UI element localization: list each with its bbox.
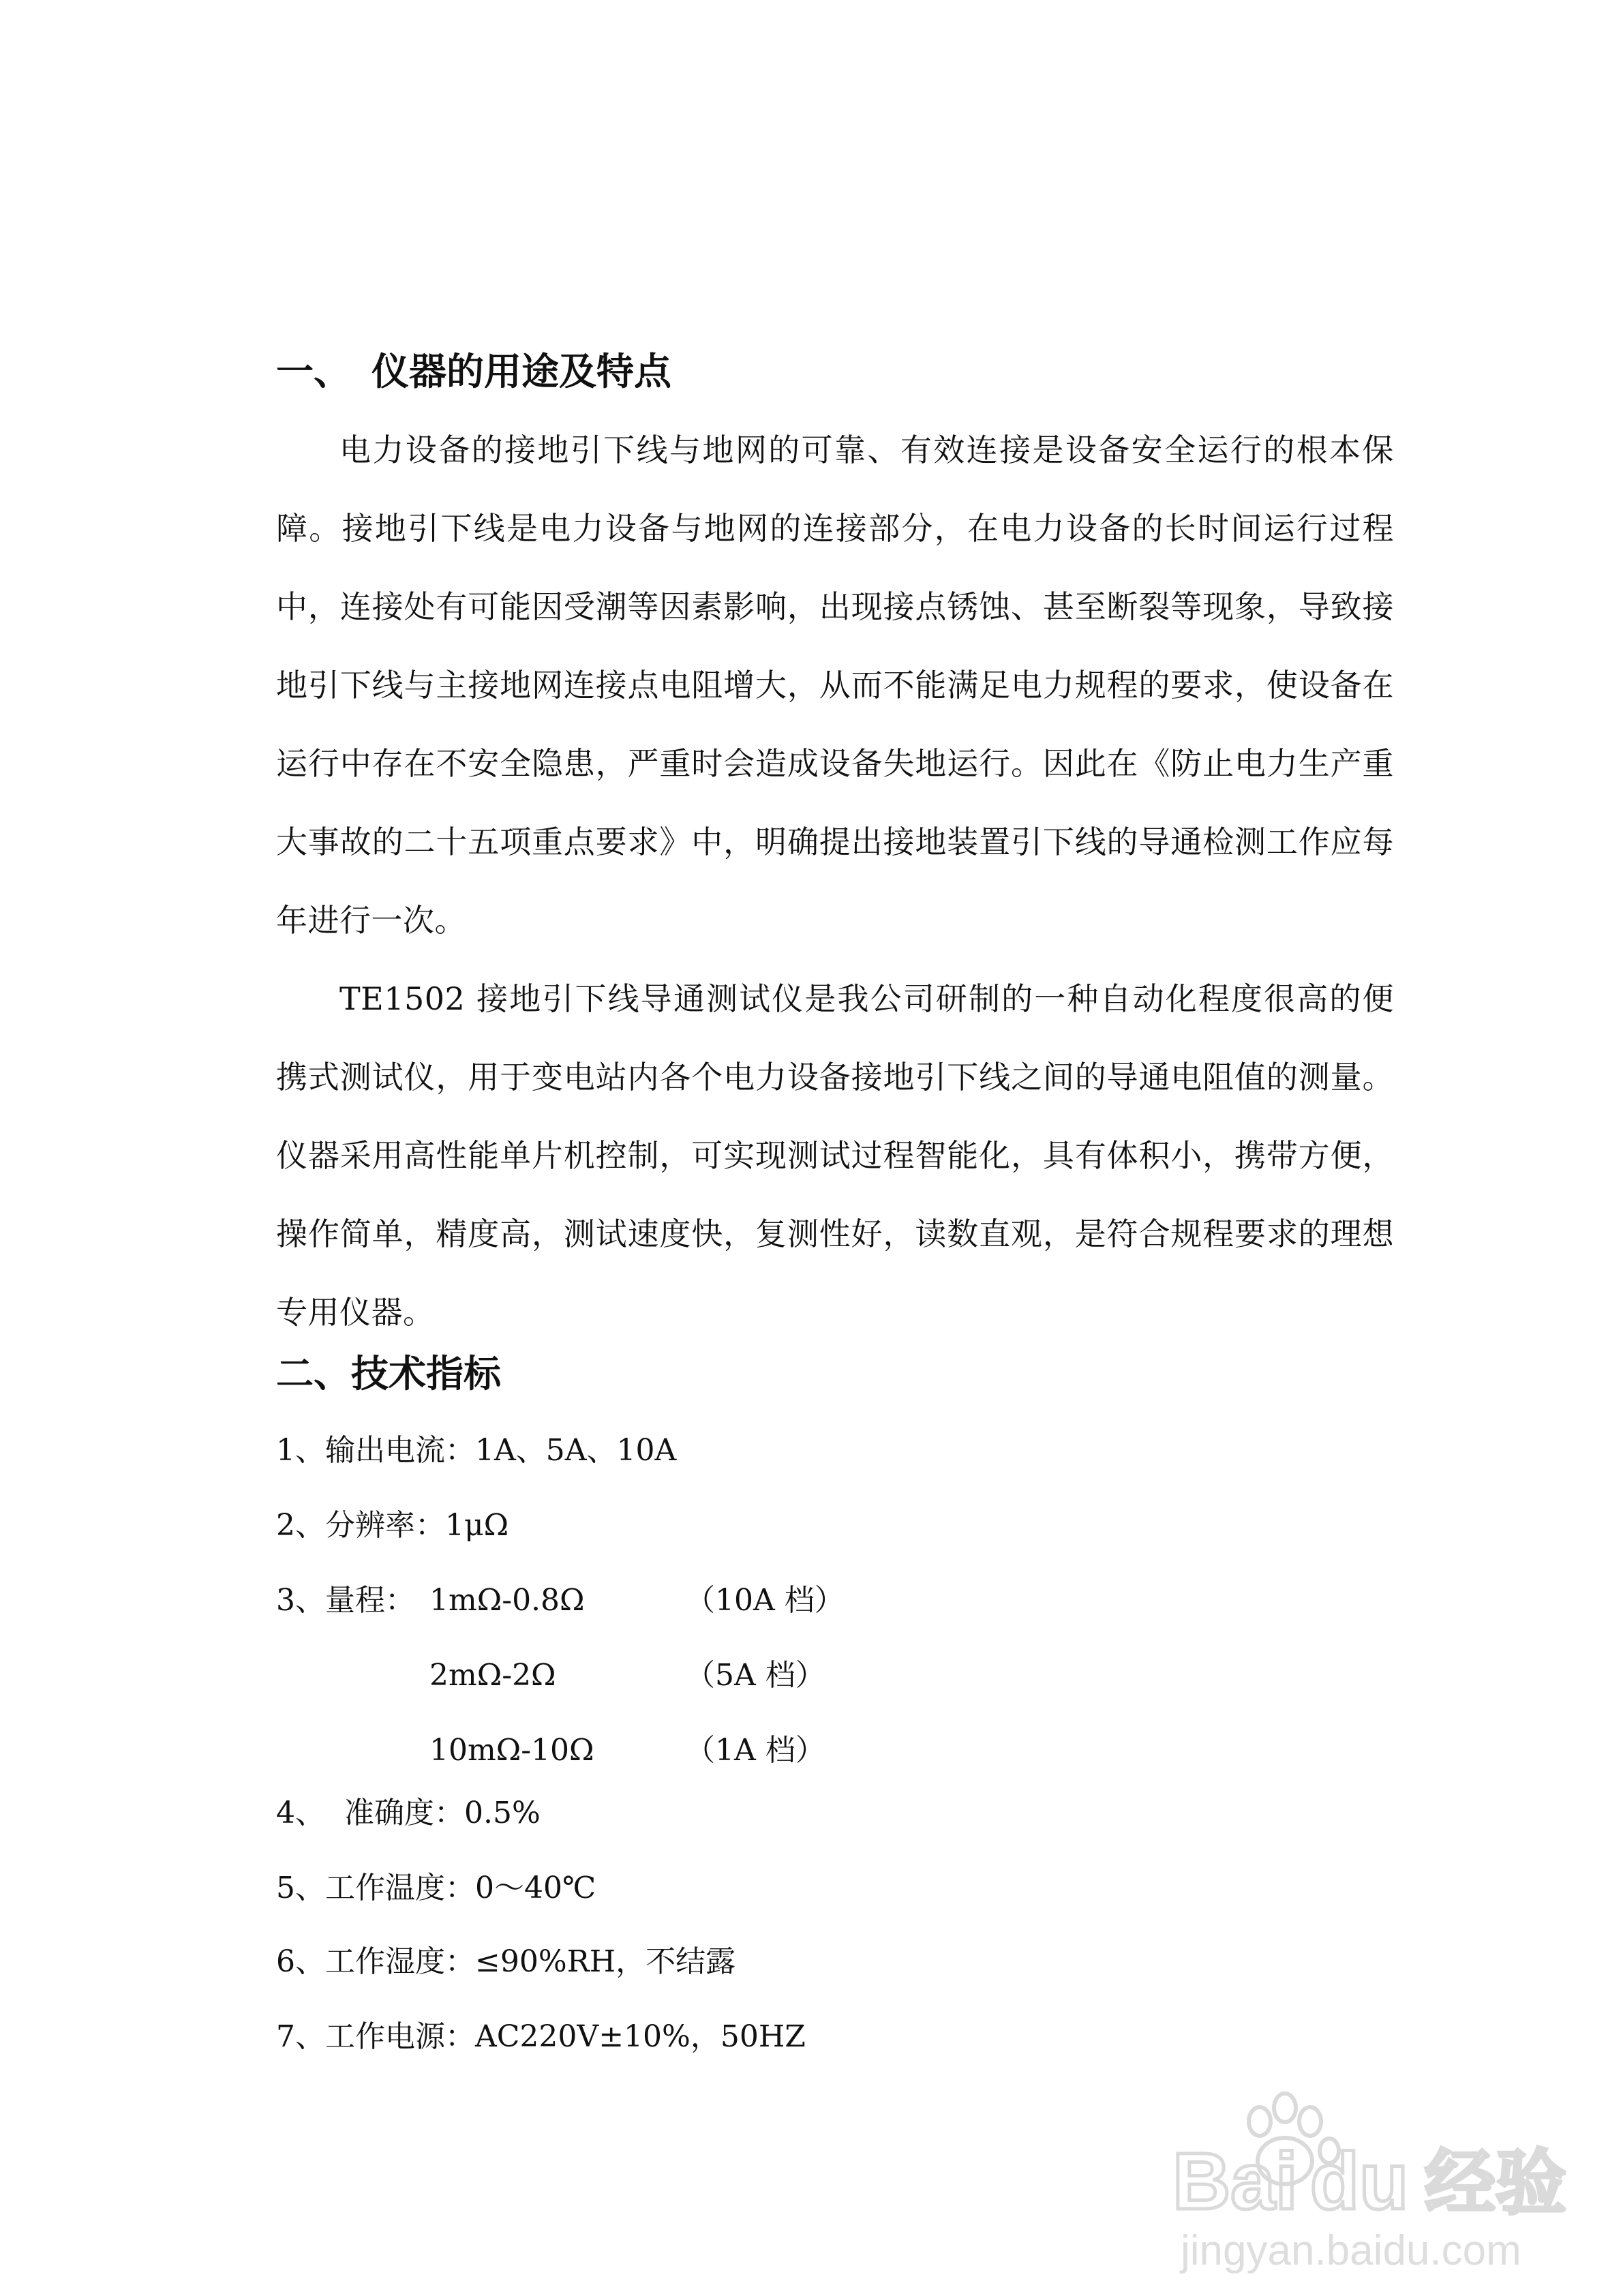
spec-accuracy: 4、 准确度：0.5%: [276, 1796, 541, 1830]
spec-range-row-1: [276, 1580, 845, 1621]
spec-humidity: 6、工作湿度：≤90%RH，不结露: [276, 1944, 736, 1979]
range-note: （5A 档）: [685, 1658, 825, 1693]
watermark-url: jingyan.baidu.com: [1181, 2227, 1521, 2274]
watermark-brand-tail: du: [1310, 2136, 1409, 2226]
section-title: 仪器的用途及特点: [371, 350, 672, 393]
spec-output-current: 1、输出电流：1A、5A、10A: [276, 1433, 677, 1468]
spec-power: 7、工作电源：AC220V±10%，50HZ: [276, 2019, 806, 2054]
range-note: （1A 档）: [685, 1733, 825, 1768]
watermark-brand: Bai: [1172, 2136, 1298, 2226]
watermark-product: 经验: [1425, 2141, 1567, 2224]
range-value: 2mΩ-2Ω: [429, 1658, 556, 1693]
spec-resolution: 2、分辨率：1μΩ: [276, 1508, 509, 1543]
section-number: 一、: [276, 350, 352, 393]
range-note: （10A 档）: [685, 1583, 845, 1618]
spec-range-label: 3、量程：: [276, 1583, 415, 1618]
range-value: 10mΩ-10Ω: [429, 1733, 594, 1768]
spec-temperature: 5、工作温度：0～40℃: [276, 1871, 596, 1905]
section-heading-specs: 二、技术指标: [276, 1352, 502, 1395]
paragraph-product-intro: TE1502 接地引下线导通测试仪是我公司研制的一种自动化程度很高的便携式测试仪，用于变电站内各个电力设备接地引下线之间的导通电阻值的测量。仪器采用高性能单片机控制，可实现测试过程智能化，具有体积小，携带方便，操作简单，精度高，测试速度快，复测性好，读数直观，是符合规程要求的理想专用仪器。: [276, 980, 1394, 1331]
section-heading-purpose: [276, 351, 671, 392]
paragraph-grounding-importance: 电力设备的接地引下线与地网的可靠、有效连接是设备安全运行的根本保障。接地引下线是电力设备与地网的连接部分，在电力设备的长时间运行过程中，连接处有可能因受潮等因素影响，出现接点锈蚀、甚至断裂等现象，导致接地引下线与主接地网连接点电阻增大，从而不能满足电力规程的要求，使设备在运行中存在不安全隐患，严重时会造成设备失地运行。因此在《防止电力生产重大事故的二十五项重点要求》中，明确提出接地装置引下线的导通检测工作应每年进行一次。: [276, 432, 1394, 939]
range-value: 1mΩ-0.8Ω: [429, 1583, 585, 1618]
baidu-jingyan-watermark: [1159, 2079, 1595, 2284]
